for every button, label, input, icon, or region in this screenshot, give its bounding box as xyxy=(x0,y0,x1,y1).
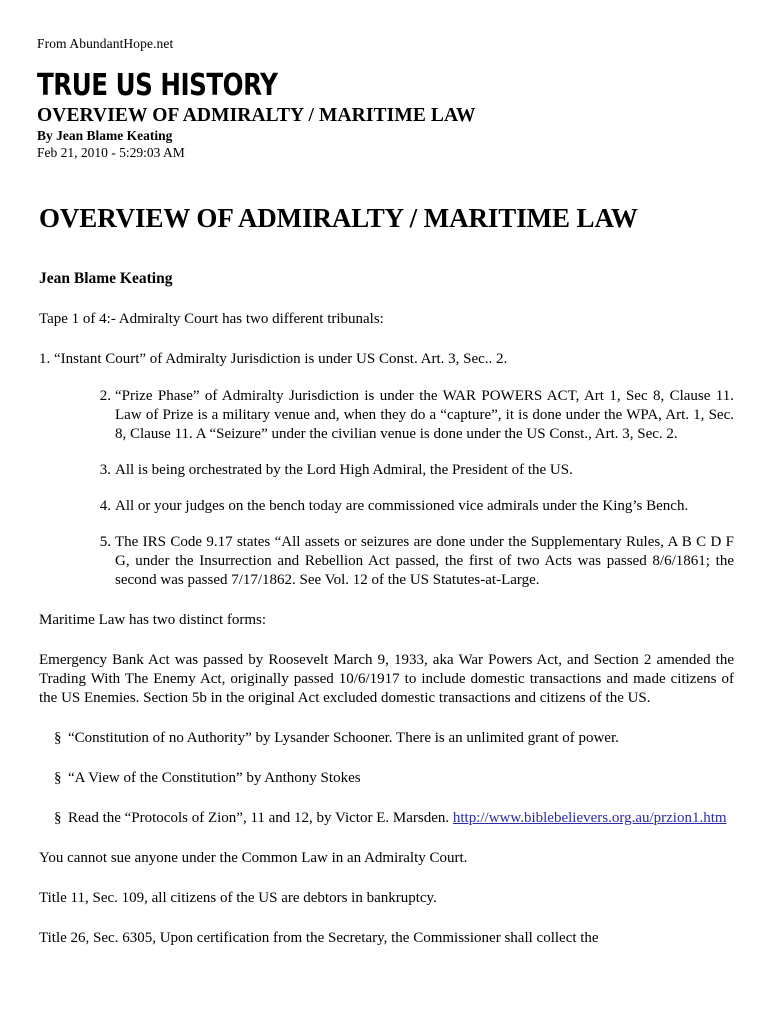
section-symbol-icon: § xyxy=(54,730,62,746)
external-link-biblebelievers[interactable]: http://www.biblebelievers.org.au/przion1.htm xyxy=(452,810,727,826)
list-marker: 5. xyxy=(99,534,111,550)
article-author: Jean Blame Keating xyxy=(39,270,173,287)
list-item xyxy=(37,809,734,828)
list-item xyxy=(37,387,734,444)
list-marker: 2. xyxy=(99,388,111,404)
header-dateline: Feb 21, 2010 - 5:29:03 AM xyxy=(37,144,185,160)
section-symbol-icon: § xyxy=(54,810,62,826)
intro-paragraph: Tape 1 of 4:- Admiralty Court has two different tribunals: xyxy=(39,311,384,327)
site-masthead-subtitle: OVERVIEW OF ADMIRALTY / MARITIME LAW xyxy=(37,105,476,126)
list-item xyxy=(37,461,734,480)
list-item-text: All or your judges on the bench today are commissioned vice admirals under the King’s Bench. xyxy=(115,498,689,514)
list-item-1: 1. “Instant Court” of Admiralty Jurisdiction is under US Const. Art. 3, Sec.. 2. xyxy=(39,351,508,367)
emergency-bank-act-paragraph: Emergency Bank Act was passed by Roosevelt March 9, 1933, aka War Powers Act, and Section 2 amended the Trading With The Enemy Act, originally passed 10/6/1917 to include domestic transactions and made citizens of the US Enemies. Section 5b in the original Act excluded domestic transactions and citizens of the US. xyxy=(39,652,734,706)
list-item xyxy=(37,769,734,788)
source-attribution: From AbundantHope.net xyxy=(37,36,174,51)
section-reference-list xyxy=(37,729,734,828)
closing-paragraph-3: Title 26, Sec. 6305, Upon certification from the Secretary, the Commissioner shall collect the xyxy=(39,930,599,946)
article-body xyxy=(37,201,734,948)
list-item-text: “Prize Phase” of Admiralty Jurisdiction is under the WAR POWERS ACT, Art 1, Sec 8, Clause 11. Law of Prize is a military venue and, when they do a “capture”, it is done under the WPA, Art. 1, Sec. 8, Clause 11. A “Seizure” under the civilian venue is done under the US Const., Art. 3, Sec. 2. xyxy=(115,388,734,442)
list-item xyxy=(37,533,734,590)
site-masthead-title: TRUE US HISTORY xyxy=(37,68,278,103)
list-marker: 3. xyxy=(99,462,111,478)
section-symbol-icon: § xyxy=(54,770,62,786)
closing-paragraph-1: You cannot sue anyone under the Common Law in an Admiralty Court. xyxy=(39,850,468,866)
list-item xyxy=(37,497,734,516)
section-item-text: “A View of the Constitution” by Anthony Stokes xyxy=(68,770,361,786)
page-title: OVERVIEW OF ADMIRALTY / MARITIME LAW xyxy=(39,203,638,233)
section-item-text: Read the “Protocols of Zion”, 11 and 12, by Victor E. Marsden. xyxy=(68,810,453,826)
list-item-text: The IRS Code 9.17 states “All assets or seizures are done under the Supplementary Rules, A B C D F G, under the Insurrection and Rebellion Act passed, the first of two Acts was passed 8/6/1861; the second was passed 7/17/1862. See Vol. 12 of the US Statutes-at-Large. xyxy=(115,534,734,588)
list-marker: 4. xyxy=(99,498,111,514)
list-item xyxy=(37,729,734,748)
closing-paragraph-2: Title 11, Sec. 109, all citizens of the US are debtors in bankruptcy. xyxy=(39,890,437,906)
list-item-text: All is being orchestrated by the Lord High Admiral, the President of the US. xyxy=(115,462,573,478)
maritime-law-heading: Maritime Law has two distinct forms: xyxy=(39,612,267,628)
numbered-list xyxy=(37,387,734,590)
section-item-text: “Constitution of no Authority” by Lysander Schooner. There is an unlimited grant of power. xyxy=(68,730,619,746)
header-byline: By Jean Blame Keating xyxy=(37,128,173,143)
